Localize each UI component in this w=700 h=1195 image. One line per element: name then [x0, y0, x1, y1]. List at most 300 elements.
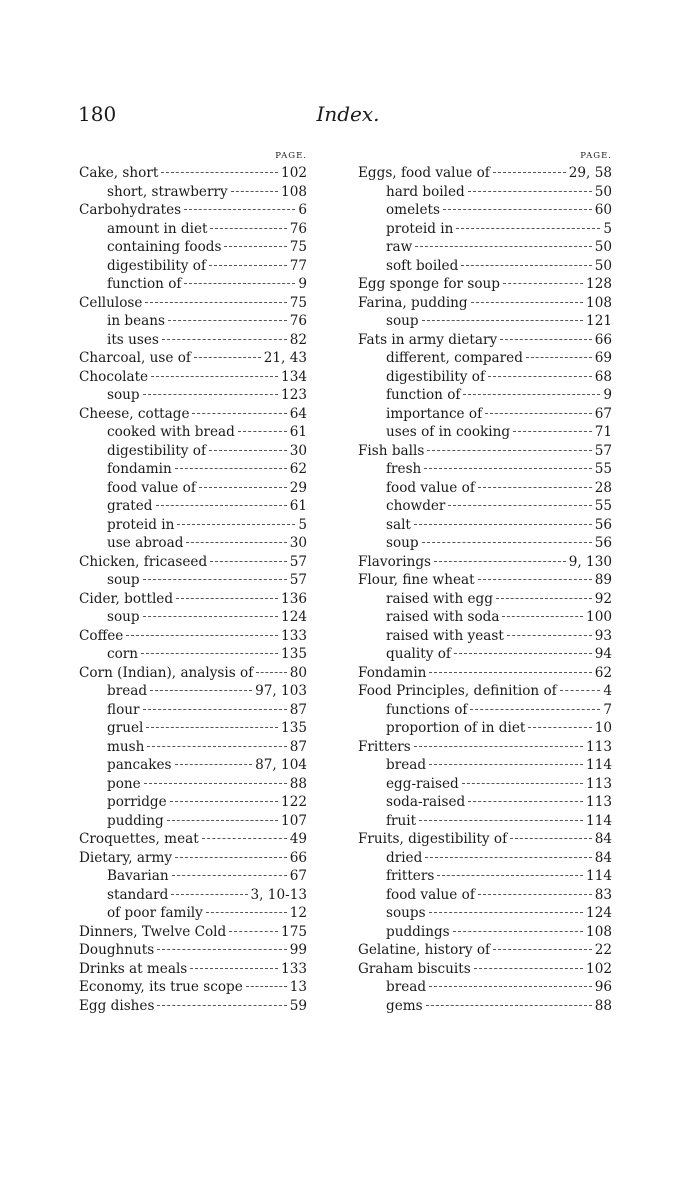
page-reference: 135: [281, 720, 307, 736]
page-reference: 62: [594, 664, 612, 681]
page-reference: 69: [594, 350, 612, 366]
page-reference: 133: [281, 627, 307, 644]
page-reference: 57: [289, 553, 307, 570]
dot-leader: [194, 357, 261, 358]
entry-text: importance of: [386, 405, 483, 422]
dot-leader: [422, 542, 592, 543]
page-reference: 29, 58: [568, 165, 612, 181]
entry-text: raised with yeast: [386, 627, 504, 644]
entry-text: fondamin: [107, 461, 172, 477]
dot-leader: [162, 339, 287, 340]
page-reference: 87: [289, 738, 307, 755]
entry-text: containing foods: [107, 239, 222, 255]
dot-leader: [126, 635, 278, 636]
index-subentry: [358, 423, 612, 442]
entry-text: chowder: [386, 498, 446, 514]
page-reference: 113: [586, 738, 612, 755]
dot-leader: [151, 376, 278, 377]
entry-text: soup: [386, 313, 419, 329]
index-subentry: [358, 257, 612, 276]
index-subentry: [79, 534, 307, 553]
dot-leader: [429, 986, 592, 987]
entry-text: food value of: [107, 479, 196, 496]
page-reference: 128: [586, 276, 612, 292]
entry-text: short, strawberry: [107, 183, 228, 200]
page-reference: 94: [594, 646, 612, 662]
dot-leader: [224, 246, 286, 247]
index-subentry: [358, 923, 612, 942]
index-subentry: [358, 312, 612, 331]
dot-leader: [462, 783, 583, 784]
page-reference: 21, 43: [263, 350, 307, 366]
entry-text: raised with egg: [386, 590, 493, 607]
dot-leader: [453, 931, 583, 932]
page-reference: 67: [594, 405, 612, 422]
entry-text: egg-raised: [386, 775, 459, 792]
dot-leader: [461, 265, 591, 266]
entry-text: food value of: [386, 886, 475, 903]
index-subentry: [79, 756, 307, 775]
dot-leader: [507, 635, 592, 636]
dot-leader: [414, 524, 592, 525]
page-reference: 114: [586, 757, 612, 773]
entry-text: functions of: [386, 701, 468, 718]
entry-text: quality of: [386, 646, 451, 662]
dot-leader: [463, 394, 600, 395]
dot-leader: [186, 542, 286, 543]
entry-text: fritters: [386, 868, 435, 884]
index-subentry: [79, 867, 307, 886]
entry-text: raw: [386, 239, 413, 255]
dot-leader: [238, 431, 287, 432]
page-reference: 56: [594, 535, 612, 551]
dot-leader: [526, 357, 592, 358]
index-subentry: [358, 183, 612, 202]
index-subentry: [79, 886, 307, 905]
entry-text: soda-raised: [386, 794, 466, 810]
dot-leader: [560, 690, 601, 691]
dot-leader: [478, 579, 592, 580]
page-reference: 5: [298, 516, 307, 533]
dot-leader: [422, 320, 583, 321]
entry-text: Coffee: [79, 627, 124, 644]
index-entry: [79, 941, 307, 960]
entry-text: standard: [107, 886, 169, 903]
entry-text: function of: [386, 387, 461, 403]
entry-text: Cellulose: [79, 294, 143, 311]
index-subentry: [79, 238, 307, 257]
index-subentry: [79, 423, 307, 442]
index-subentry: [79, 460, 307, 479]
page-reference: 5: [603, 220, 612, 237]
page-reference: 61: [289, 498, 307, 514]
entry-text: different, compared: [386, 350, 523, 366]
entry-text: gems: [386, 997, 423, 1014]
page-reference: 76: [289, 220, 307, 237]
page-reference: 9: [603, 387, 612, 403]
entry-text: uses of in cooking: [386, 424, 511, 440]
dot-leader: [468, 801, 583, 802]
index-subentry: [79, 812, 307, 831]
index-subentry: [79, 386, 307, 405]
index-subentry: [358, 534, 612, 553]
dot-leader: [471, 302, 583, 303]
page-reference: 100: [586, 609, 612, 625]
page-number: 180: [78, 102, 117, 126]
page-reference: 64: [289, 405, 307, 422]
dot-leader: [150, 690, 252, 691]
index-subentry: [358, 775, 612, 794]
page-reference: 93: [594, 627, 612, 644]
dot-leader: [443, 209, 592, 210]
dot-leader: [429, 912, 583, 913]
page-reference: 4: [603, 683, 612, 699]
dot-leader: [167, 820, 278, 821]
page-reference: 68: [594, 368, 612, 385]
entry-text: bread: [386, 979, 427, 995]
page-reference: 9: [298, 276, 307, 292]
dot-leader: [229, 931, 278, 932]
index-entry: [358, 294, 612, 313]
page-reference: 75: [289, 294, 307, 311]
entry-text: digestibility of: [386, 368, 486, 385]
page-reference: 83: [594, 886, 612, 903]
page-reference: 6: [298, 202, 307, 218]
page-reference: 134: [281, 368, 307, 385]
index-subentry: [79, 497, 307, 516]
index-subentry: [79, 312, 307, 331]
dot-leader: [256, 672, 286, 673]
dot-leader: [143, 394, 278, 395]
entry-text: Croquettes, meat: [79, 831, 199, 847]
dot-leader: [493, 949, 592, 950]
page-reference: 66: [594, 331, 612, 348]
entry-text: use abroad: [107, 535, 184, 551]
entry-text: soups: [386, 905, 426, 921]
index-entry: [79, 553, 307, 572]
page-reference: 97, 103: [255, 683, 307, 699]
page-reference: 30: [289, 442, 307, 459]
entry-text: of poor family: [107, 905, 203, 921]
index-subentry: [358, 368, 612, 387]
page-reference: 28: [594, 479, 612, 496]
entry-text: salt: [386, 516, 411, 533]
dot-leader: [143, 709, 287, 710]
dot-leader: [419, 820, 583, 821]
index-subentry: [79, 719, 307, 738]
entry-text: cooked with bread: [107, 424, 235, 440]
entry-text: proportion of in diet: [386, 720, 526, 736]
dot-leader: [503, 283, 583, 284]
index-entry: [79, 997, 307, 1016]
page-reference: 9, 130: [568, 553, 612, 570]
dot-leader: [478, 894, 592, 895]
dot-leader: [434, 561, 566, 562]
page-reference: 80: [289, 664, 307, 681]
dot-leader: [414, 746, 583, 747]
page-reference: 13: [289, 979, 307, 995]
entry-text: Eggs, food value of: [358, 165, 490, 181]
entry-text: soup: [107, 572, 140, 588]
dot-leader: [493, 172, 566, 173]
entry-text: Graham biscuits: [358, 960, 471, 977]
entry-text: digestibility of: [107, 442, 207, 459]
page-reference: 89: [594, 572, 612, 588]
entry-text: soup: [107, 609, 140, 625]
entry-text: hard boiled: [386, 183, 465, 200]
entry-text: gruel: [107, 720, 144, 736]
index-subentry: [358, 886, 612, 905]
page-reference: 55: [594, 461, 612, 477]
entry-text: pudding: [107, 812, 164, 829]
page-reference: 12: [289, 905, 307, 921]
index-subentry: [358, 608, 612, 627]
index-subentry: [358, 238, 612, 257]
index-entry: [358, 275, 612, 294]
index-subentry: [79, 183, 307, 202]
page-column-heading: PAGE.: [580, 151, 612, 161]
entry-text: proteid in: [107, 516, 175, 533]
entry-text: Fondamin: [358, 664, 427, 681]
dot-leader: [415, 246, 591, 247]
dot-leader: [488, 376, 592, 377]
entry-text: flour: [107, 701, 140, 718]
index-entry: [79, 294, 307, 313]
index-entry: [79, 978, 307, 997]
dot-leader: [145, 302, 286, 303]
page-reference: 102: [586, 960, 612, 977]
index-entry: [79, 349, 307, 368]
page-reference: 60: [594, 202, 612, 218]
entry-text: Cider, bottled: [79, 590, 174, 607]
dot-leader: [147, 746, 286, 747]
index-column-right: [358, 148, 612, 1015]
entry-text: mush: [107, 738, 145, 755]
page-reference: 84: [594, 849, 612, 866]
dot-leader: [177, 524, 295, 525]
entry-text: Fats in army dietary: [358, 331, 498, 348]
entry-text: fresh: [386, 461, 422, 477]
page-reference: 82: [289, 331, 307, 348]
entry-text: Drinks at meals: [79, 960, 188, 977]
entry-text: Cheese, cottage: [79, 405, 190, 422]
index-entry: [358, 830, 612, 849]
index-entry: [358, 682, 612, 701]
index-subentry: [358, 516, 612, 535]
page-reference: 67: [289, 868, 307, 884]
entry-text: Fish balls: [358, 442, 425, 459]
index-entry: [358, 941, 612, 960]
page-reference: 88: [289, 775, 307, 792]
page-reference: 123: [281, 387, 307, 403]
page-reference: 22: [594, 942, 612, 958]
page-reference: 175: [281, 923, 307, 940]
entry-text: Flavorings: [358, 553, 432, 570]
index-entry: [79, 405, 307, 424]
index-subentry: [358, 849, 612, 868]
dot-leader: [231, 191, 278, 192]
index-entry: [79, 923, 307, 942]
entry-text: Doughnuts: [79, 942, 155, 958]
page-reference: 124: [586, 905, 612, 921]
page-reference: 7: [603, 701, 612, 718]
dot-leader: [175, 857, 287, 858]
entry-text: Corn (Indian), analysis of: [79, 664, 254, 681]
dot-leader: [502, 616, 583, 617]
entry-text: bread: [107, 683, 148, 699]
page-reference: 56: [594, 516, 612, 533]
entry-text: digestibility of: [107, 257, 207, 274]
dot-leader: [209, 450, 287, 451]
dot-leader: [202, 838, 287, 839]
dot-leader: [246, 986, 287, 987]
index-subentry: [358, 386, 612, 405]
index-subentry: [79, 793, 307, 812]
index-subentry: [358, 479, 612, 498]
index-entry: [358, 331, 612, 350]
dot-leader: [424, 468, 591, 469]
page-reference: 88: [594, 997, 612, 1014]
index-entry: [79, 830, 307, 849]
dot-leader: [209, 265, 287, 266]
dot-leader: [168, 320, 287, 321]
index-subentry: [358, 349, 612, 368]
entry-text: Dietary, army: [79, 849, 173, 866]
dot-leader: [510, 838, 592, 839]
dot-leader: [528, 727, 591, 728]
page-reference: 87, 104: [255, 757, 307, 773]
entry-text: Food Principles, definition of: [358, 683, 557, 699]
page-reference: 99: [289, 942, 307, 958]
running-title: Index.: [316, 102, 380, 126]
index-entry: [358, 571, 612, 590]
index-subentry: [358, 793, 612, 812]
entry-text: soup: [386, 535, 419, 551]
page-reference: 50: [594, 257, 612, 274]
entry-text: its uses: [107, 331, 159, 348]
page-reference: 10: [594, 720, 612, 736]
dot-leader: [184, 283, 295, 284]
dot-leader: [190, 968, 278, 969]
index-subentry: [358, 867, 612, 886]
page-reference: 50: [594, 183, 612, 200]
index-subentry: [79, 571, 307, 590]
page-reference: 66: [289, 849, 307, 866]
dot-leader: [170, 801, 278, 802]
page-reference: 84: [594, 831, 612, 847]
index-subentry: [79, 904, 307, 923]
page-reference: 49: [289, 831, 307, 847]
page-reference: 108: [586, 294, 612, 311]
index-entry: [79, 164, 307, 183]
dot-leader: [175, 764, 253, 765]
dot-leader: [454, 653, 592, 654]
page-reference: 122: [281, 794, 307, 810]
entry-text: Fruits, digestibility of: [358, 831, 508, 847]
dot-leader: [513, 431, 592, 432]
index-subentry: [358, 460, 612, 479]
page-reference: 71: [594, 424, 612, 440]
entry-text: soft boiled: [386, 257, 459, 274]
page-reference: 76: [289, 313, 307, 329]
page-reference: 113: [586, 775, 612, 792]
index-subentry: [79, 608, 307, 627]
entry-text: Gelatine, history of: [358, 942, 491, 958]
dot-leader: [143, 579, 287, 580]
index-subentry: [358, 756, 612, 775]
page-reference: 96: [594, 979, 612, 995]
dot-leader: [427, 450, 591, 451]
index-entry: [79, 590, 307, 609]
index-subentry: [79, 682, 307, 701]
index-subentry: [358, 719, 612, 738]
dot-leader: [184, 209, 295, 210]
dot-leader: [425, 857, 591, 858]
dot-leader: [143, 616, 278, 617]
entry-text: porridge: [107, 794, 167, 810]
page-reference: 50: [594, 239, 612, 255]
index-subentry: [358, 645, 612, 664]
index-entry: [358, 960, 612, 979]
index-entry: [79, 960, 307, 979]
page-reference: 30: [289, 535, 307, 551]
index-subentry: [79, 775, 307, 794]
page-reference: 3, 10-13: [250, 886, 307, 903]
entry-text: grated: [107, 498, 153, 514]
page-reference: 55: [594, 498, 612, 514]
index-subentry: [79, 738, 307, 757]
dot-leader: [474, 968, 583, 969]
index-subentry: [358, 405, 612, 424]
dot-leader: [210, 561, 287, 562]
page-header: [78, 102, 618, 132]
entry-text: Charcoal, use of: [79, 350, 191, 366]
entry-text: in beans: [107, 313, 166, 329]
index-subentry: [358, 997, 612, 1016]
index-entry: [79, 627, 307, 646]
entry-text: Egg dishes: [79, 997, 155, 1014]
dot-leader: [448, 505, 591, 506]
page-reference: 136: [281, 590, 307, 607]
dot-leader: [157, 1005, 286, 1006]
index-subentry: [358, 590, 612, 609]
page-reference: 135: [281, 646, 307, 662]
page-reference: 108: [281, 183, 307, 200]
dot-leader: [199, 487, 287, 488]
entry-text: Bavarian: [107, 868, 169, 884]
index-entries-left: [79, 164, 307, 1015]
entry-text: Cake, short: [79, 165, 159, 181]
entry-text: dried: [386, 849, 423, 866]
dot-leader: [496, 598, 592, 599]
page-reference: 92: [594, 590, 612, 607]
dot-leader: [146, 727, 278, 728]
page-reference: 102: [281, 165, 307, 181]
index-subentry: [79, 331, 307, 350]
page-reference: 114: [586, 812, 612, 829]
index-entry: [358, 553, 612, 572]
page-reference: 87: [289, 701, 307, 718]
page-reference: 124: [281, 609, 307, 625]
page-reference: 113: [586, 794, 612, 810]
dot-leader: [175, 468, 287, 469]
entry-text: amount in diet: [107, 220, 208, 237]
index-column-left: [79, 148, 307, 1015]
index-subentry: [79, 479, 307, 498]
index-subentry: [79, 516, 307, 535]
entry-text: bread: [386, 757, 427, 773]
index-entry: [79, 664, 307, 683]
